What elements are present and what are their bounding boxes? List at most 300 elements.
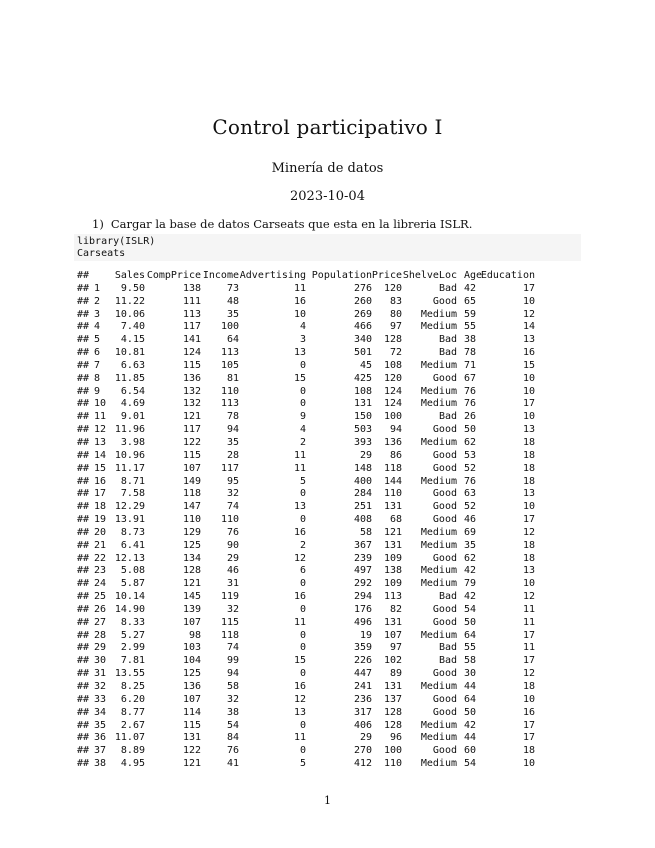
table-cell: 136: [182, 681, 201, 692]
table-cell: 15: [522, 359, 535, 371]
row-prefix: ##: [77, 668, 90, 680]
table-cell: 12: [522, 526, 535, 538]
code-block: [74, 234, 581, 261]
table-cell: 94: [226, 668, 239, 680]
table-cell: 29: [359, 732, 372, 744]
table-cell: 115: [220, 616, 239, 628]
table-cell: 131: [383, 681, 402, 692]
table-cell: 141: [182, 334, 201, 346]
table-cell: Bad: [438, 282, 457, 294]
table-cell: Bad: [438, 334, 457, 346]
table-cell: Medium: [420, 539, 457, 551]
table-cell: 9.50: [120, 282, 145, 294]
table-cell: 42: [464, 282, 477, 294]
table-cell: 32: [226, 693, 239, 705]
table-cell: 18: [522, 436, 535, 448]
row-index: 6: [94, 347, 101, 359]
table-cell: 11: [522, 603, 535, 615]
table-cell: 48: [226, 295, 239, 307]
table-cell: 13.55: [114, 668, 145, 680]
table-cell: 17: [522, 398, 535, 410]
table-cell: 94: [389, 424, 402, 436]
table-cell: 107: [182, 462, 201, 474]
table-cell: 340: [353, 334, 372, 346]
table-cell: 16: [522, 347, 535, 359]
table-cell: 128: [182, 565, 201, 577]
table-cell: 97: [389, 321, 402, 333]
table-cell: 74: [226, 642, 239, 654]
table-cell: 84: [226, 732, 239, 744]
table-cell: 176: [353, 603, 372, 615]
table-cell: 11: [522, 642, 535, 654]
table-cell: 18: [522, 462, 535, 474]
table-cell: 425: [353, 372, 372, 384]
row-index: 3: [94, 308, 101, 320]
table-cell: 50: [464, 424, 477, 436]
row-index: 23: [94, 565, 107, 577]
table-cell: 8.33: [120, 616, 145, 628]
table-cell: 58: [464, 655, 477, 667]
table-cell: 119: [220, 591, 239, 603]
table-cell: 7.58: [120, 488, 145, 500]
table-cell: 109: [383, 578, 402, 590]
row-index: 1: [94, 282, 101, 294]
page-number: 1: [324, 794, 331, 807]
table-cell: 67: [464, 372, 477, 384]
row-prefix: ##: [77, 295, 90, 307]
table-cell: 6.54: [120, 385, 145, 397]
table-cell: 0: [299, 359, 306, 371]
row-index: 4: [94, 321, 101, 333]
row-prefix: ##: [77, 758, 90, 770]
table-cell: 73: [226, 282, 239, 294]
table-cell: 78: [464, 347, 477, 359]
table-cell: 8.77: [120, 706, 145, 718]
table-cell: 17: [522, 732, 535, 744]
row-index: 10: [94, 398, 107, 410]
table-cell: 110: [383, 758, 402, 770]
row-prefix: ##: [77, 565, 90, 577]
table-cell: 12: [293, 552, 306, 564]
row-prefix: ##: [77, 347, 90, 359]
task-item-number: 1): [92, 217, 104, 231]
table-cell: 65: [464, 295, 477, 307]
row-index: 28: [94, 629, 107, 641]
table-cell: 13: [522, 488, 535, 500]
table-cell: 117: [182, 424, 201, 436]
table-cell: 69: [464, 526, 477, 538]
table-cell: 54: [226, 719, 239, 731]
table-cell: 3.98: [120, 436, 145, 448]
row-prefix: ##: [77, 449, 90, 461]
table-cell: Good: [432, 552, 457, 564]
table-cell: 12: [522, 308, 535, 320]
table-cell: 103: [182, 642, 201, 654]
table-cell: 121: [383, 526, 402, 538]
table-cell: 139: [182, 603, 201, 615]
table-cell: 2.99: [120, 642, 145, 654]
table-cell: 0: [299, 385, 306, 397]
table-cell: 76: [226, 745, 239, 757]
row-prefix: ##: [77, 732, 90, 744]
table-cell: 53: [464, 449, 477, 461]
table-cell: 107: [383, 629, 402, 641]
table-cell: 18: [522, 745, 535, 757]
table-cell: 8.25: [120, 681, 145, 692]
table-cell: 102: [383, 655, 402, 667]
table-cell: 42: [464, 719, 477, 731]
table-cell: Medium: [420, 321, 457, 333]
table-cell: 62: [464, 552, 477, 564]
row-prefix: ##: [77, 270, 90, 281]
table-cell: 0: [299, 488, 306, 500]
table-cell: 16: [293, 526, 306, 538]
table-cell: 18: [522, 552, 535, 564]
table-cell: 74: [226, 501, 239, 513]
row-prefix: ##: [77, 321, 90, 333]
row-index: 22: [94, 552, 107, 564]
row-index: 8: [94, 372, 101, 384]
table-cell: 63: [464, 488, 477, 500]
table-cell: 2: [299, 436, 306, 448]
table-cell: 0: [299, 398, 306, 410]
table-cell: 11.96: [114, 424, 145, 436]
table-cell: 16: [522, 706, 535, 718]
table-cell: Medium: [420, 526, 457, 538]
row-index: 35: [94, 719, 107, 731]
row-prefix: ##: [77, 539, 90, 551]
table-cell: 55: [464, 642, 477, 654]
table-cell: 113: [182, 308, 201, 320]
table-cell: 58: [359, 526, 372, 538]
row-index: 38: [94, 758, 107, 770]
table-cell: 80: [389, 308, 402, 320]
table-cell: 241: [353, 681, 372, 692]
column-header: Sales: [114, 270, 145, 281]
column-header: Price: [371, 270, 402, 281]
table-cell: 50: [464, 616, 477, 628]
table-cell: 4: [299, 424, 306, 436]
table-cell: 131: [383, 501, 402, 513]
table-cell: 236: [353, 693, 372, 705]
table-cell: 13: [522, 334, 535, 346]
row-prefix: ##: [77, 552, 90, 564]
code-line: library(ISLR): [77, 236, 156, 247]
table-cell: 113: [220, 398, 239, 410]
table-cell: 17: [522, 514, 535, 526]
table-cell: 76: [226, 526, 239, 538]
table-cell: 136: [383, 436, 402, 448]
table-cell: 10: [522, 758, 535, 770]
table-cell: 466: [353, 321, 372, 333]
table-cell: 10: [522, 411, 535, 423]
table-cell: 503: [353, 424, 372, 436]
table-cell: 11: [293, 282, 306, 294]
table-cell: 8.71: [120, 475, 145, 487]
table-cell: 115: [182, 449, 201, 461]
table-cell: Medium: [420, 732, 457, 744]
table-cell: 284: [353, 488, 372, 500]
row-prefix: ##: [77, 514, 90, 526]
table-cell: 11.07: [114, 732, 145, 744]
table-cell: 89: [389, 668, 402, 680]
table-cell: 81: [226, 372, 239, 384]
table-cell: 9.01: [120, 411, 145, 423]
table-cell: 114: [182, 706, 201, 718]
table-cell: 128: [383, 719, 402, 731]
table-cell: 11: [522, 616, 535, 628]
table-cell: 13.91: [114, 514, 145, 526]
table-cell: 96: [389, 732, 402, 744]
table-cell: 128: [383, 706, 402, 718]
table-cell: 149: [182, 475, 201, 487]
table-cell: 118: [182, 488, 201, 500]
table-cell: 72: [389, 347, 402, 359]
column-header: CompPrice: [146, 270, 201, 281]
table-cell: 136: [182, 372, 201, 384]
table-cell: 124: [383, 385, 402, 397]
row-index: 26: [94, 603, 107, 615]
row-index: 2: [94, 295, 101, 307]
table-cell: Bad: [438, 642, 457, 654]
table-cell: 117: [182, 321, 201, 333]
table-cell: 100: [383, 745, 402, 757]
row-prefix: ##: [77, 436, 90, 448]
table-cell: 35: [464, 539, 477, 551]
table-cell: Good: [432, 616, 457, 628]
table-cell: 125: [182, 539, 201, 551]
row-index: 27: [94, 616, 107, 628]
table-cell: 71: [464, 359, 477, 371]
row-index: 16: [94, 475, 107, 487]
table-cell: 148: [353, 462, 372, 474]
table-cell: 95: [226, 475, 239, 487]
table-cell: 29: [359, 449, 372, 461]
table-cell: Medium: [420, 578, 457, 590]
table-cell: 132: [182, 398, 201, 410]
table-cell: 68: [389, 514, 402, 526]
row-index: 15: [94, 462, 107, 474]
table-cell: Good: [432, 295, 457, 307]
table-cell: 10.14: [114, 591, 145, 603]
table-cell: 117: [220, 462, 239, 474]
table-cell: 121: [182, 578, 201, 590]
table-cell: 100: [220, 321, 239, 333]
table-cell: 18: [522, 681, 535, 692]
table-cell: 0: [299, 514, 306, 526]
row-index: 32: [94, 681, 107, 692]
row-index: 21: [94, 539, 107, 551]
row-index: 37: [94, 745, 107, 757]
row-index: 19: [94, 514, 107, 526]
task-item-text: Cargar la base de datos Carseats que esta en la libreria ISLR.: [110, 217, 473, 231]
table-cell: 19: [359, 629, 372, 641]
table-cell: 292: [353, 578, 372, 590]
row-prefix: ##: [77, 359, 90, 371]
row-index: 14: [94, 449, 107, 461]
table-cell: 144: [383, 475, 402, 487]
row-prefix: ##: [77, 411, 90, 423]
table-cell: 46: [464, 514, 477, 526]
table-cell: 44: [464, 681, 477, 692]
table-cell: 12: [522, 591, 535, 603]
row-index: 7: [94, 359, 101, 371]
row-prefix: ##: [77, 334, 90, 346]
table-cell: 13: [293, 501, 306, 513]
table-cell: 90: [226, 539, 239, 551]
row-prefix: ##: [77, 398, 90, 410]
table-cell: 10: [293, 308, 306, 320]
row-prefix: ##: [77, 385, 90, 397]
table-cell: Medium: [420, 385, 457, 397]
table-cell: 5.08: [120, 565, 145, 577]
row-prefix: ##: [77, 642, 90, 654]
table-cell: 42: [464, 591, 477, 603]
table-cell: 3: [299, 334, 306, 346]
table-cell: 46: [226, 565, 239, 577]
table-cell: 10.96: [114, 449, 145, 461]
table-cell: 120: [383, 282, 402, 294]
row-prefix: ##: [77, 578, 90, 590]
table-cell: 260: [353, 295, 372, 307]
table-cell: 105: [220, 359, 239, 371]
row-prefix: ##: [77, 282, 90, 294]
table-cell: 294: [353, 591, 372, 603]
table-cell: 0: [299, 642, 306, 654]
table-cell: Good: [432, 449, 457, 461]
table-cell: 29: [226, 552, 239, 564]
table-cell: 11: [293, 462, 306, 474]
row-prefix: ##: [77, 475, 90, 487]
table-cell: 408: [353, 514, 372, 526]
table-cell: 16: [293, 591, 306, 603]
table-cell: 18: [522, 475, 535, 487]
table-cell: 32: [226, 488, 239, 500]
table-cell: 4: [299, 321, 306, 333]
table-cell: 128: [383, 334, 402, 346]
row-index: 17: [94, 488, 107, 500]
table-cell: 60: [464, 745, 477, 757]
row-index: 29: [94, 642, 107, 654]
table-cell: 76: [464, 398, 477, 410]
row-index: 5: [94, 334, 101, 346]
table-cell: 5.87: [120, 578, 145, 590]
table-cell: 8.73: [120, 526, 145, 538]
table-cell: 276: [353, 282, 372, 294]
table-cell: Bad: [438, 411, 457, 423]
table-cell: 18: [522, 449, 535, 461]
table-cell: 131: [182, 732, 201, 744]
table-cell: 17: [522, 655, 535, 667]
table-cell: 64: [226, 334, 239, 346]
table-cell: 14.90: [114, 603, 145, 615]
table-cell: 113: [383, 591, 402, 603]
column-header: Age: [464, 270, 483, 281]
table-cell: 94: [226, 424, 239, 436]
table-cell: 124: [383, 398, 402, 410]
table-cell: 7.40: [120, 321, 145, 333]
table-cell: 30: [464, 668, 477, 680]
table-cell: 367: [353, 539, 372, 551]
table-cell: 54: [464, 603, 477, 615]
table-cell: 0: [299, 668, 306, 680]
table-cell: Good: [432, 514, 457, 526]
table-cell: Medium: [420, 436, 457, 448]
table-cell: 86: [389, 449, 402, 461]
table-cell: Good: [432, 372, 457, 384]
table-cell: Bad: [438, 655, 457, 667]
table-cell: 4.95: [120, 758, 145, 770]
table-cell: 12.13: [114, 552, 145, 564]
table-cell: 52: [464, 501, 477, 513]
table-cell: 132: [182, 385, 201, 397]
table-cell: 83: [389, 295, 402, 307]
table-cell: 6.41: [120, 539, 145, 551]
table-cell: 269: [353, 308, 372, 320]
table-cell: 11.22: [114, 295, 145, 307]
document-title: Control participativo I: [212, 115, 443, 139]
table-cell: 4.15: [120, 334, 145, 346]
table-cell: 129: [182, 526, 201, 538]
table-cell: 125: [182, 668, 201, 680]
table-cell: 412: [353, 758, 372, 770]
table-cell: 31: [226, 578, 239, 590]
table-cell: 115: [182, 359, 201, 371]
table-cell: 104: [182, 655, 201, 667]
table-cell: 10: [522, 693, 535, 705]
row-index: 20: [94, 526, 107, 538]
table-cell: 11: [293, 616, 306, 628]
table-cell: 393: [353, 436, 372, 448]
table-cell: 64: [464, 693, 477, 705]
table-cell: 270: [353, 745, 372, 757]
table-cell: 62: [464, 436, 477, 448]
table-cell: 110: [182, 514, 201, 526]
table-cell: 121: [182, 411, 201, 423]
table-cell: 10: [522, 578, 535, 590]
table-cell: 8.89: [120, 745, 145, 757]
table-cell: 38: [226, 706, 239, 718]
table-cell: 28: [226, 449, 239, 461]
table-cell: 120: [383, 372, 402, 384]
row-index: 9: [94, 385, 101, 397]
table-cell: 6.20: [120, 693, 145, 705]
table-cell: 11.85: [114, 372, 145, 384]
row-index: 31: [94, 668, 107, 680]
row-index: 12: [94, 424, 107, 436]
table-cell: Good: [432, 424, 457, 436]
table-cell: 496: [353, 616, 372, 628]
table-cell: 41: [226, 758, 239, 770]
table-cell: 10: [522, 385, 535, 397]
table-cell: 501: [353, 347, 372, 359]
table-cell: 134: [182, 552, 201, 564]
table-cell: 110: [220, 385, 239, 397]
table-cell: 11.17: [114, 462, 145, 474]
table-cell: 150: [353, 411, 372, 423]
row-prefix: ##: [77, 462, 90, 474]
table-cell: 118: [220, 629, 239, 641]
row-prefix: ##: [77, 629, 90, 641]
row-index: 25: [94, 591, 107, 603]
table-cell: 251: [353, 501, 372, 513]
table-cell: 138: [182, 282, 201, 294]
table-cell: 10.06: [114, 308, 145, 320]
table-cell: 124: [182, 347, 201, 359]
table-cell: 317: [353, 706, 372, 718]
table-cell: Medium: [420, 681, 457, 692]
table-cell: 12: [522, 668, 535, 680]
